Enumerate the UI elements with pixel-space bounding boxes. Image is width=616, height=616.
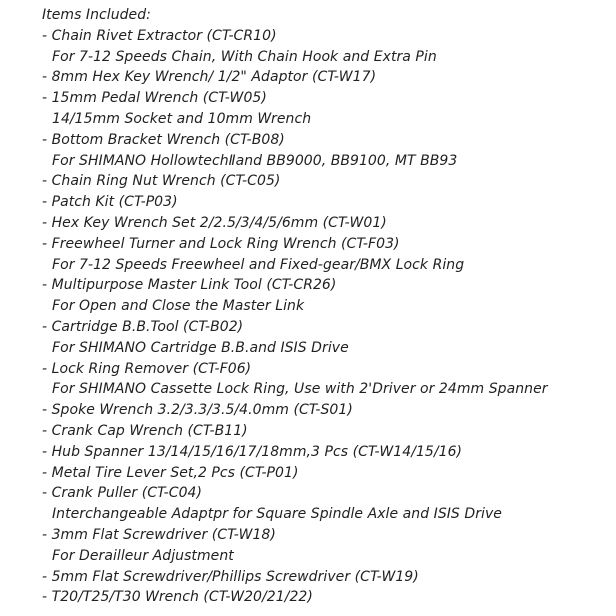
list-item: - Hub Spanner 13/14/15/16/17/18mm,3 Pcs (CT-W14/15/16) xyxy=(42,443,463,460)
list-item-detail: Interchangeable Adaptpr for Square Spindle Axle and ISIS Drive xyxy=(52,506,502,523)
list-item-detail: 14/15mm Socket and 10mm Wrench xyxy=(52,110,312,127)
list-item: - 8mm Hex Key Wrench/ 1/2" Adaptor (CT-W17) xyxy=(42,69,377,86)
list-heading: Items Included: xyxy=(42,7,151,23)
list-item-detail: For 7-12 Speeds Freewheel and Fixed-gear/BMX Lock Ring xyxy=(52,256,465,273)
items-included-list xyxy=(42,5,548,608)
list-item: - Lock Ring Remover (CT-F06) xyxy=(42,360,252,377)
list-item: - 5mm Flat Screwdriver/Phillips Screwdriver (CT-W19) xyxy=(42,568,419,585)
list-item: - T20/T25/T30 Wrench (CT-W20/21/22) xyxy=(42,589,313,606)
list-item-detail: For Open and Close the Master Link xyxy=(52,298,305,315)
list-item: - Crank Cap Wrench (CT-B11) xyxy=(42,422,248,439)
list-item-detail: For SHIMANO Cassette Lock Ring, Use with 2'Driver or 24mm Spanner xyxy=(52,381,548,398)
list-item: - Freewheel Turner and Lock Ring Wrench (CT-F03) xyxy=(42,235,400,252)
list-item: - Metal Tire Lever Set,2 Pcs (CT-P01) xyxy=(42,464,299,481)
list-item-detail: For 7-12 Speeds Chain, With Chain Hook and Extra Pin xyxy=(52,48,437,65)
list-item: - Chain Rivet Extractor (CT-CR10) xyxy=(42,27,277,44)
list-item: - Bottom Bracket Wrench (CT-B08) xyxy=(42,131,285,148)
list-item: - Spoke Wrench 3.2/3.3/3.5/4.0mm (CT-S01) xyxy=(42,402,353,419)
list-item: - 3mm Flat Screwdriver (CT-W18) xyxy=(42,526,276,543)
list-item: - Chain Ring Nut Wrench (CT-C05) xyxy=(42,173,281,190)
list-item: - Crank Puller (CT-C04) xyxy=(42,485,203,502)
list-item: - Multipurpose Master Link Tool (CT-CR26) xyxy=(42,277,337,294)
list-item: - 15mm Pedal Wrench (CT-W05) xyxy=(42,90,267,107)
list-item-detail: For Derailleur Adjustment xyxy=(52,547,234,564)
list-item: - Patch Kit (CT-P03) xyxy=(42,194,178,211)
list-item: - Cartridge B.B.Tool (CT-B02) xyxy=(42,318,244,335)
list-item: - Hex Key Wrench Set 2/2.5/3/4/5/6mm (CT-W01) xyxy=(42,214,387,231)
list-item-detail: For SHIMANO Cartridge B.B.and ISIS Drive xyxy=(52,339,349,356)
list-item-detail: For SHIMANO HollowtechⅡand BB9000, BB9100, MT BB93 xyxy=(52,152,458,169)
